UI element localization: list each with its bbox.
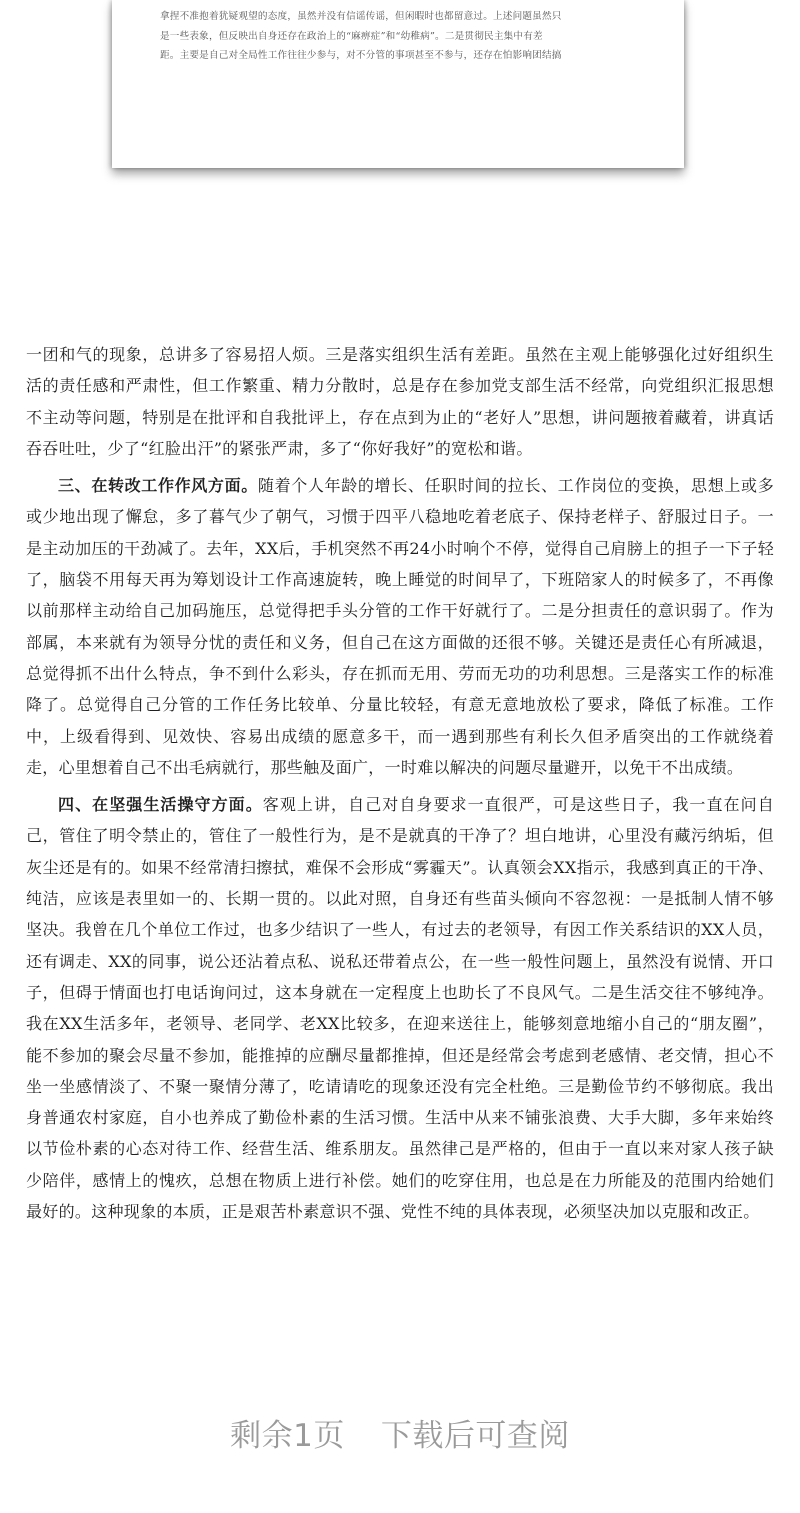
section-4-heading: 四、在坚强生活操守方面。 bbox=[58, 795, 263, 815]
download-prompt[interactable] bbox=[0, 1410, 800, 1455]
document-preview-card bbox=[112, 0, 684, 168]
section-3-heading: 三、在转改工作作风方面。 bbox=[58, 476, 258, 496]
section-3-paragraph bbox=[26, 470, 774, 783]
section-4-paragraph bbox=[26, 789, 774, 1227]
continuation-paragraph: 一团和气的现象，总讲多了容易招人烦。三是落实组织生活有差距。虽然在主观上能够强化过好组织生活的责任感和严肃性，但工作繁重、精力分散时，总是存在参加党支部生活不经常，向党组织汇报思想不主动等问题，特别是在批评和自我批评上，存在点到为止的“老好人”思想，讲问题掖着藏着，讲真话吞吞吐吐，少了“红脸出汗”的紧张严肃，多了“你好我好”的宽松和谐。 bbox=[26, 345, 774, 458]
preview-line: 拿捏不准抱着犹疑观望的态度，虽然并没有信谣传谣，但闲暇时也都留意过。上述问题虽然只 bbox=[160, 11, 562, 22]
remaining-pages-label: 剩余1页 bbox=[230, 1418, 345, 1454]
section-4-body: 客观上讲，自己对自身要求一直很严，可是这些日子，我一直在问自己，管住了明令禁止的，管住了一般性行为，是不是就真的干净了？坦白地讲，心里没有藏污纳垢，但灰尘还是有的。如果不经常清扫擦拭，难保不会形成“雾霾天”。认真领会XX指示，我感到真正的干净、纯洁，应该是表里如一的、长期一贯的。以此对照，自身还有些苗头倾向不容忽视：一是抵制人情不够坚决。我曾在几个单位工作过，也多少结识了一些人，有过去的老领导，有因工作关系结识的XX人员，还有调走、XX的同事，说公还沾着点私、说私还带着点公，在一些一般性问题上，虽然没有说情、开口子，但碍于情面也打电话询问过，这本身就在一定程度上也助长了不良风气。二是生活交往不够纯净。我在XX生活多年，老领导、老同学、老XX比较多，在迎来送往上，能够刻意地缩小自己的“朋友圈”，能不参加的聚会尽量不参加，能推掉的应酬尽量都推掉，但还是经常会考虑到老感情、老交情，担心不坐一坐感情淡了、不聚一聚情分薄了，吃请请吃的现象还没有完全杜绝。三是勤俭节约不够彻底。我出身普通农村家庭，自小也养成了勤俭朴素的生活习惯。生活中从来不铺张浪费、大手大脚，多年来始终以节俭朴素的心态对待工作、经营生活、维系朋友。虽然律己是严格的，但由于一直以来对家人孩子缺少陪伴，感情上的愧疚，总想在物质上进行补偿。她们的吃穿住用，也总是在力所能及的范围内给她们最好的。这种现象的本质，正是艰苦朴素意识不强、党性不纯的具体表现，必须坚决加以克服和改正。 bbox=[26, 795, 774, 1222]
download-hint-label: 下载后可查阅 bbox=[380, 1418, 570, 1454]
preview-line: 距。主要是自己对全局性工作往往少参与，对不分管的事项甚至不参与，还存在怕影响团结搞 bbox=[160, 50, 562, 62]
section-3-body: 随着个人年龄的增长、任职时间的拉长、工作岗位的变换，思想上或多或少地出现了懈怠，多了暮气少了朝气，习惯于四平八稳地吃着老底子、保持老样子、舒服过日子。一是主动加压的干劲减了。去年，XX后，手机突然不再24小时响个不停，觉得自己肩膀上的担子一下子轻了，脑袋不用每天再为筹划设计工作高速旋转，晚上睡觉的时间早了，下班陪家人的时候多了，不再像以前那样主动给自己加码施压，总觉得把手头分管的工作干好就行了。二是分担责任的意识弱了。作为部属，本来就有为领导分忧的责任和义务，但自己在这方面做的还很不够。关键还是责任心有所减退，总觉得抓不出什么特点，争不到什么彩头，存在抓而无用、劳而无功的功利思想。三是落实工作的标准降了。总觉得自己分管的工作任务比较单、分量比较轻，有意无意地放松了要求，降低了标准。工作中，上级看得到、见效快、容易出成绩的愿意多干，而一遇到那些有利长久但矛盾突出的工作就绕着走，心里想着自己不出毛病就行，那些触及面广，一时难以解决的问题尽量避开，以免干不出成绩。 bbox=[26, 476, 774, 777]
document-body bbox=[26, 339, 774, 1227]
preview-line: 是一些表象，但反映出自身还存在政治上的“麻痹症”和“幼稚病”。二是贯彻民主集中有差 bbox=[160, 30, 543, 42]
